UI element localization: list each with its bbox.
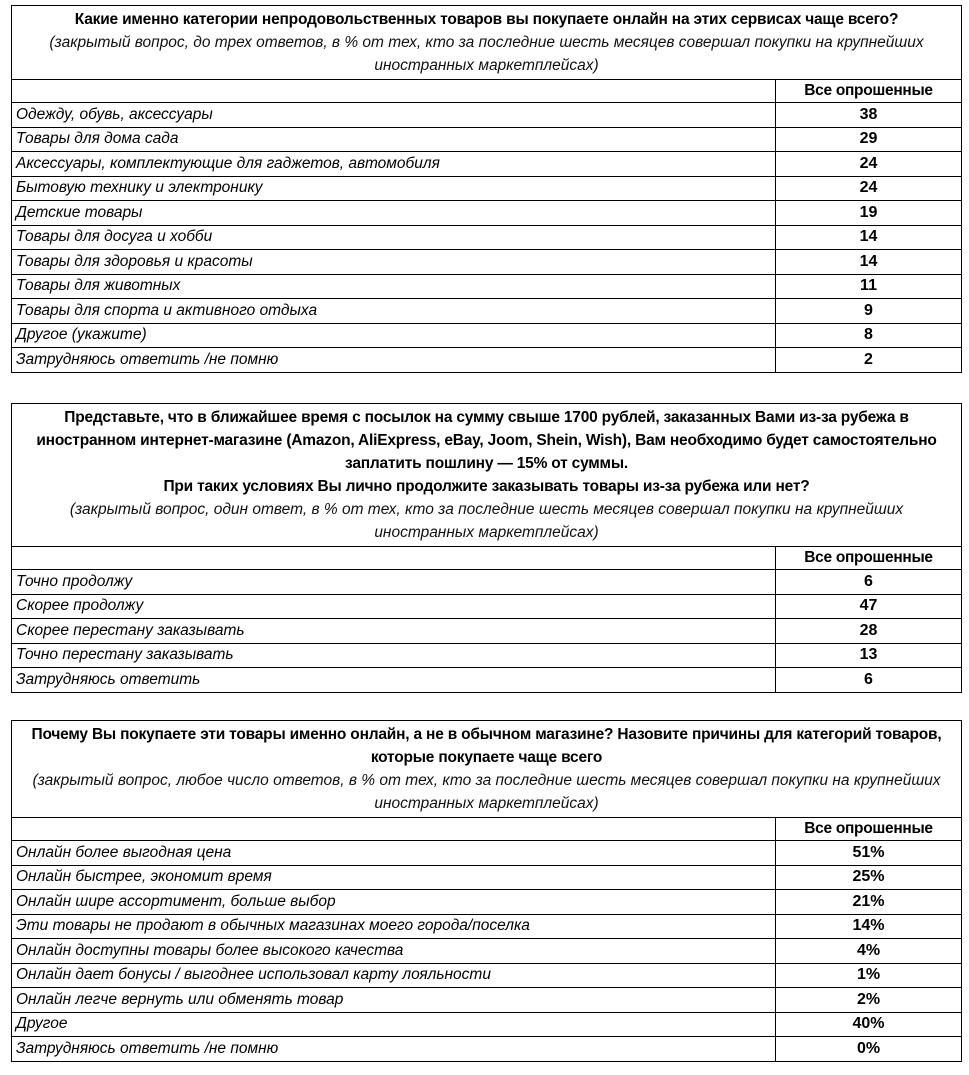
row-value: 0% [776,1037,962,1062]
row-value: 24 [776,152,962,177]
table-row [12,201,962,226]
column-header-row [12,80,962,103]
row-value: 24 [776,176,962,201]
row-value: 19 [776,201,962,226]
table-row [12,939,962,964]
table-row [12,225,962,250]
row-label: Скорее перестану заказывать [12,619,776,644]
row-label: Точно перестану заказывать [12,643,776,668]
survey-table-duty [11,403,962,693]
row-value: 40% [776,1012,962,1037]
row-value: 51% [776,841,962,866]
table-row [12,299,962,324]
row-label: Бытовую технику и электронику [12,176,776,201]
row-value: 21% [776,890,962,915]
question-title: Какие именно категории непродовольственных товаров вы покупаете онлайн на этих сервисах чаще всего? [74,11,899,28]
table-row [12,250,962,275]
table-row [12,1012,962,1037]
row-value: 2% [776,988,962,1013]
table-row [12,988,962,1013]
row-label: Детские товары [12,201,776,226]
row-label: Онлайн быстрее, экономит время [12,865,776,890]
row-label: Точно продолжу [12,570,776,595]
row-value: 14 [776,225,962,250]
column-header-blank [12,80,776,103]
row-value: 11 [776,274,962,299]
question-note: (закрытый вопрос, один ответ, в % от тех, кто за последние шесть месяцев совершал покупки на крупнейших иностранных маркетплейсах) [69,501,904,541]
question-title: Почему Вы покупаете эти товары именно онлайн, а не в обычном магазине? Назовите причины для категорий товаров, которые покупаете чаще всего [31,726,942,766]
table-row [12,841,962,866]
row-label: Затрудняюсь ответить /не помню [12,1037,776,1062]
table-row [12,570,962,595]
row-value: 1% [776,963,962,988]
row-label: Затрудняюсь ответить /не помню [12,348,776,373]
table-row [12,963,962,988]
table-row [12,348,962,373]
question-header-row [12,6,962,80]
row-label: Эти товары не продают в обычных магазинах моего города/поселка [12,914,776,939]
table-row [12,865,962,890]
question-note: (закрытый вопрос, любое число ответов, в % от тех, кто за последние шесть месяцев совершал покупки на крупнейших иностранных маркетплейсах) [32,772,941,812]
column-header-blank [12,818,776,841]
row-value: 38 [776,103,962,128]
question-note: (закрытый вопрос, до трех ответов, в % от тех, кто за последние шесть месяцев совершал покупки на крупнейших иностранных маркетплейсах) [49,34,924,74]
row-value: 29 [776,127,962,152]
table-row [12,103,962,128]
row-value: 9 [776,299,962,324]
row-label: Товары для животных [12,274,776,299]
row-value: 6 [776,668,962,693]
question-header-row [12,721,962,818]
column-header: Все опрошенные [776,547,962,570]
table-row [12,127,962,152]
row-label: Другое (укажите) [12,323,776,348]
table-row [12,668,962,693]
row-label: Онлайн дает бонусы / выгоднее использовал карту лояльности [12,963,776,988]
table-row [12,914,962,939]
row-value: 2 [776,348,962,373]
question-subtitle: При таких условиях Вы лично продолжите заказывать товары из-за рубежа или нет? [163,478,810,495]
row-label: Товары для спорта и активного отдыха [12,299,776,324]
question-cell [12,721,962,818]
column-header-row [12,818,962,841]
row-value: 14% [776,914,962,939]
row-label: Другое [12,1012,776,1037]
question-cell [12,404,962,547]
row-value: 8 [776,323,962,348]
row-label: Товары для дома сада [12,127,776,152]
table-row [12,176,962,201]
row-label: Аксессуары, комплектующие для гаджетов, автомобиля [12,152,776,177]
table-row [12,643,962,668]
table-row [12,890,962,915]
column-header: Все опрошенные [776,80,962,103]
row-value: 13 [776,643,962,668]
table-row [12,1037,962,1062]
survey-table-reasons [11,720,962,1062]
question-cell [12,6,962,80]
column-header-blank [12,547,776,570]
table-row [12,323,962,348]
column-header: Все опрошенные [776,818,962,841]
row-value: 28 [776,619,962,644]
table-row [12,152,962,177]
row-value: 4% [776,939,962,964]
row-label: Товары для досуга и хобби [12,225,776,250]
table-row [12,619,962,644]
row-value: 14 [776,250,962,275]
table-row [12,274,962,299]
survey-table-categories [11,5,962,373]
row-value: 47 [776,594,962,619]
column-header-row [12,547,962,570]
question-header-row [12,404,962,547]
table-row [12,594,962,619]
question-title: Представьте, что в ближайшее время с посылок на сумму свыше 1700 рублей, заказанных Вами из-за рубежа в иностранном интернет-магазине (Amazon, AliExpress, eBay, Joom, Shein, Wish), Вам необходимо будет самостоятельно заплатить пошлину — 15% от суммы. [36,409,937,472]
row-label: Скорее продолжу [12,594,776,619]
row-label: Товары для здоровья и красоты [12,250,776,275]
row-label: Онлайн шире ассортимент, больше выбор [12,890,776,915]
row-label: Затрудняюсь ответить [12,668,776,693]
row-value: 6 [776,570,962,595]
row-value: 25% [776,865,962,890]
row-label: Одежду, обувь, аксессуары [12,103,776,128]
row-label: Онлайн легче вернуть или обменять товар [12,988,776,1013]
row-label: Онлайн более выгодная цена [12,841,776,866]
row-label: Онлайн доступны товары более высокого качества [12,939,776,964]
